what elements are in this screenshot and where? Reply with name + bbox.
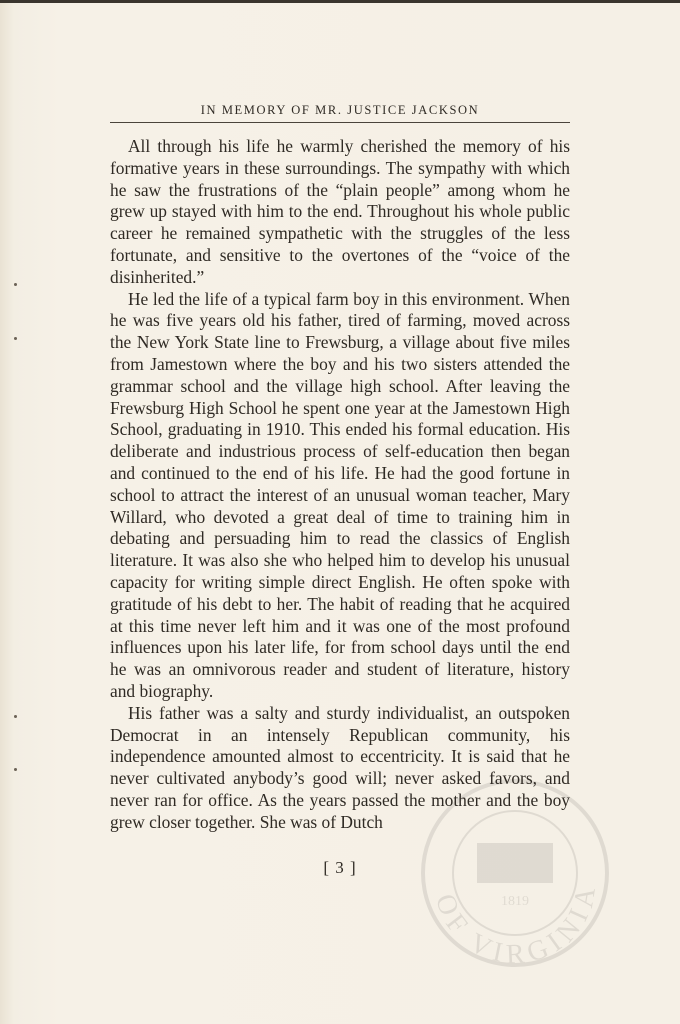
- paragraph: All through his life he warmly cherished the memory of his formative years in these surroundings. The sympathy with which he saw the frustrations of the “plain people” among whom he grew up stayed with him to the end. Throughout his whole public career he remained sympathetic with the struggles of the less fortunate, and sensitive to the overtones of the “voice of the disinherited.”: [110, 136, 570, 287]
- binding-mark: [14, 715, 17, 718]
- svg-text:OF VIRGINIA: OF VIRGINIA: [428, 879, 603, 971]
- binding-mark: [14, 768, 17, 771]
- running-header: IN MEMORY OF MR. JUSTICE JACKSON: [200, 103, 480, 117]
- binding-mark: [14, 337, 17, 340]
- body-text: [110, 136, 570, 834]
- paragraph: He led the life of a typical farm boy in this environment. When he was five years old his father, tired of farming, moved across the New York State line to Frewsburg, a village about five miles from Jamestown where the boy and his two sisters attended the grammar school and the village high school. After leaving the Frewsburg High School he spent one year at the Jamestown High School, graduating in 1910. This ended his formal education. His deliberate and industrious process of self-education then began and continued to the end of his life. He had the good fortune in school to attract the interest of an unusual woman teacher, Mary Willard, who devoted a great deal of time to training him in debating and persuading him to read the classics of English literature. It was also she who helped him to develop his unusual capacity for writing simple direct English. He often spoke with gratitude of his debt to her. The habit of reading that he acquired at this time never left him and it was one of the most profound influences upon his later life, for from school days until the end he was an omnivorous reader and student of literature, history and biography.: [110, 288, 570, 701]
- svg-text:1819: 1819: [501, 894, 529, 909]
- page-number: [ 3 ]: [323, 858, 357, 877]
- paragraph: His father was a salty and sturdy individualist, an outspoken Democrat in an intensely Republican community, his independence amounted almost to eccentricity. It is said that he never cultivated anybody’s good will; never asked favors, and never ran for office. As the years passed the mother and the boy grew closer together. She was of Dutch: [110, 702, 570, 832]
- header-rule: [110, 122, 570, 123]
- page-top-edge: [0, 0, 680, 3]
- binding-mark: [14, 283, 17, 286]
